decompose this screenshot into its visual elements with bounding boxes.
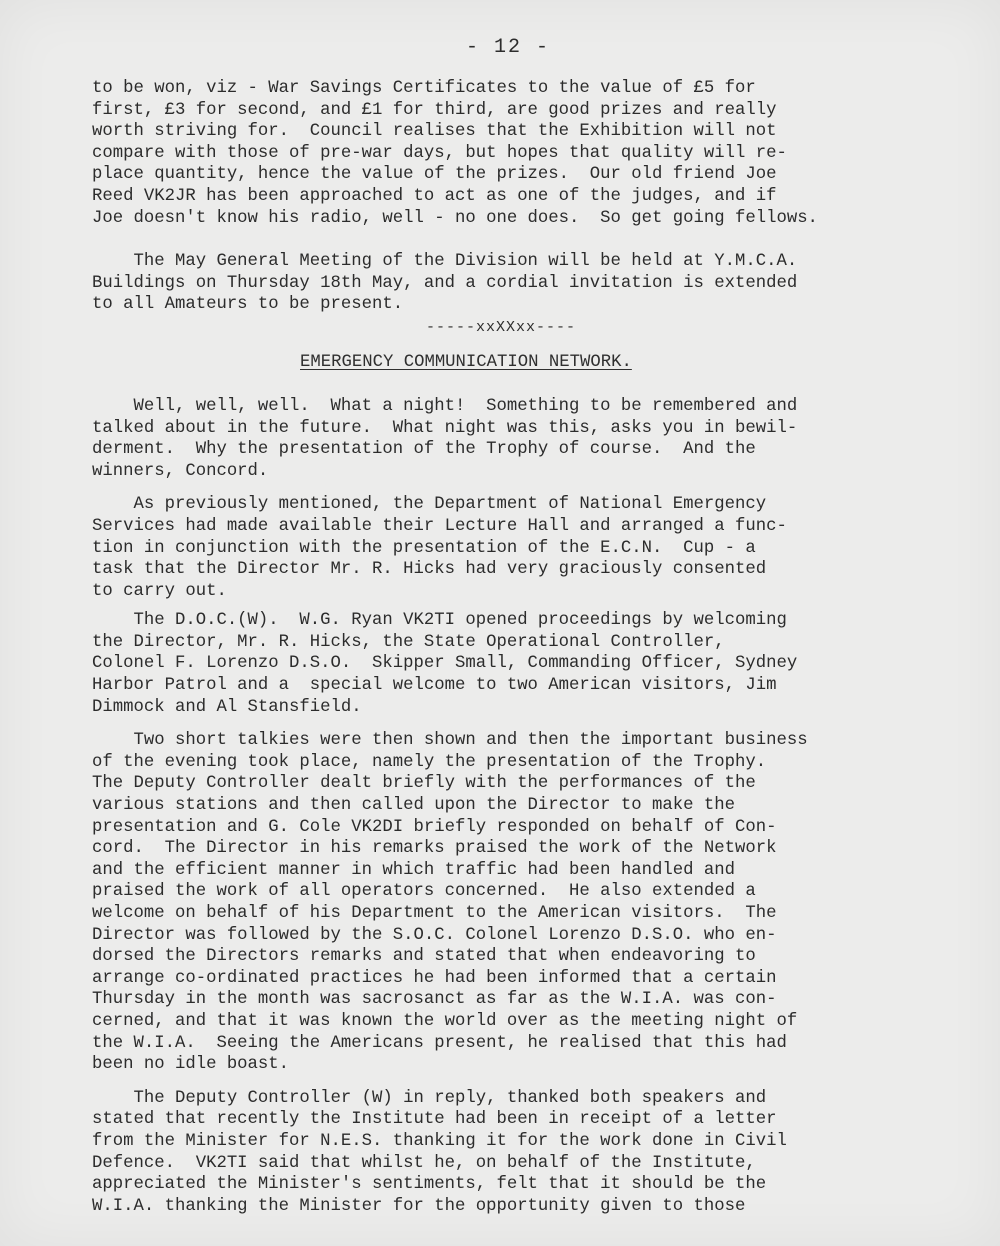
paragraph-welcome: The D.O.C.(W). W.G. Ryan VK2TI opened proceedings by welcoming the Director, Mr. R. Hicks, the State Operational Controller, Colonel F. Lorenzo D.S.O. Skipper Small, Commanding Officer, Sydney Harbor Patrol and a special welcome to two American visitors, Jim Dimmock and Al Stansfield. [92,611,798,717]
paragraph-trophy-presentation: Two short talkies were then shown and then the important business of the evening took place, namely the presentation of the Trophy. The Deputy Controller dealt briefly with the performances of the various stations and then called upon the Director to make the presentation and G. Cole VK2DI briefly responded on behalf of Con- cord. The Director in his remarks praised the work of the Network and the efficient manner in which traffic had been handled and praised the work of all operators concerned. He also extended a welcome on behalf of his Department to the American visitors. The Director was followed by the S.O.C. Colonel Lorenzo D.S.O. who en- dorsed the Directors remarks and stated that when endeavoring to arrange co-ordinated practices he had been informed that a certain Thursday in the month was sacrosanct as far as the W.I.A. was con- cerned, and that it was known the world over as the meeting night of the W.I.A. Seeing the Americans present, he realised that this had been no idle boast. [92,731,808,1075]
paragraph-lecture-hall: As previously mentioned, the Department of National Emergency Services had made available their Lecture Hall and arranged a func- tion in conjunction with the presentation of the E.C.N. Cup - a task that the Director Mr. R. Hicks had very graciously consented to carry out. [92,495,787,601]
page-content [92,78,952,1217]
paragraph-deputy-reply: The Deputy Controller (W) in reply, thanked both speakers and stated that recently the Institute had been in receipt of a letter from the Minister for N.E.S. thanking it for the work done in Civil Defence. VK2TI said that whilst he, on behalf of the Institute, appreciated the Minister's sentiments, felt that it should be the W.I.A. thanking the Minister for the opportunity given to those [92,1088,787,1216]
paragraph-what-a-night: Well, well, well. What a night! Something to be remembered and talked about in the future. What night was this, asks you in bewil- derment. Why the presentation of the Trophy of course. And the winners, Concord. [92,396,798,481]
paragraph-general-meeting: The May General Meeting of the Division will be held at Y.M.C.A. Buildings on Thursday 18th May, and a cordial invitation is extended to all Amateurs to be present. [92,252,798,315]
section-separator: -----xxXXxx---- [426,318,577,336]
paragraph-exhibition-prizes: to be won, viz - War Savings Certificates to the value of £5 for first, £3 for second, and £1 for third, are good prizes and really worth striving for. Council realises that the Exhibition will not compare with those of pre-war days, but hopes that quality will re- place quantity, hence the value of the prizes. Our old friend Joe Reed VK2JR has been approached to act as one of the judges, and if Joe doesn't know his radio, well - no one does. So get going fellows. [92,79,818,228]
page-number: - 12 - [466,36,551,59]
section-heading: EMERGENCY COMMUNICATION NETWORK. [300,352,632,372]
